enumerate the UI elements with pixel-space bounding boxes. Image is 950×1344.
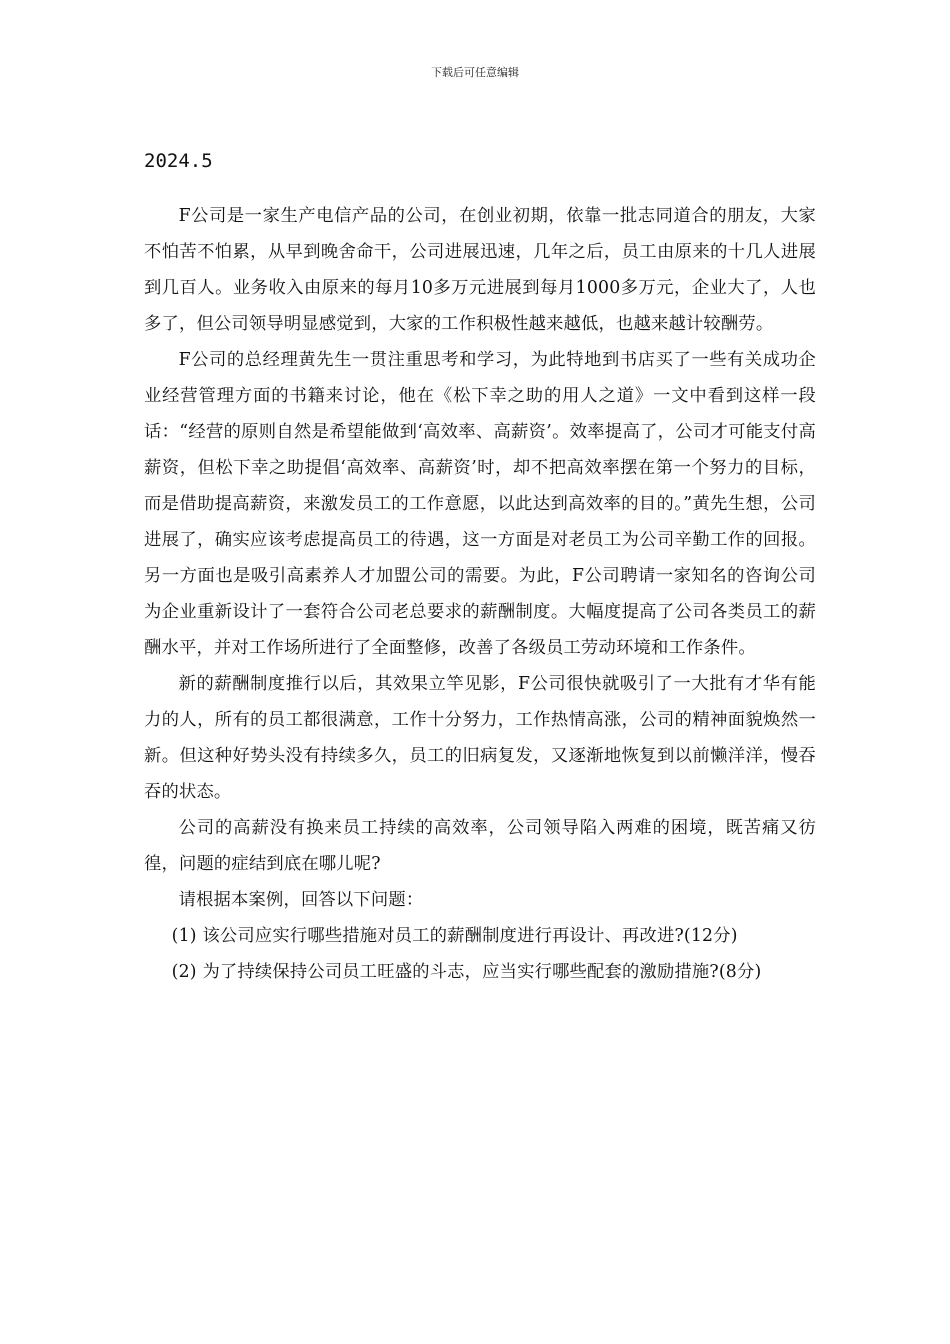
paragraph-instructions: 请根据本案例，回答以下问题： xyxy=(178,890,424,910)
paragraph-manager-reading: F公司的总经理黄先生一贯注重思考和学习，为此特地到书店买了一些有关成功企业经营管理方面的书籍来讨论，他在《松下幸之助的用人之道》一文中看到这样一段话：“经营的原则自然是希望能做到‘高效率、高薪资’。效率提高了，公司才可能支付高薪资，但松下幸之助提倡‘高效率、高薪资’时，却不把高效率摆在第一个努力的目标，而是借助提高薪资，来激发员工的工作意愿，以此达到高效率的目的。”黄先生想，公司进展了，确实应该考虑提高员工的待遇，这一方面是对老员工为公司辛勤工作的回报。另一方面也是吸引高素养人才加盟公司的需要。为此，F公司聘请一家知名的咨询公司为企业重新设计了一套符合公司老总要求的薪酬制度。大幅度提高了公司各类员工的薪酬水平，并对工作场所进行了全面整修，改善了各级员工劳动环境和工作条件。 xyxy=(144,350,816,658)
page-header-note: 下载后可任意编辑 xyxy=(431,66,519,79)
question-1: (1) 该公司应实行哪些措施对员工的薪酬制度进行再设计、再改进?(12分) xyxy=(171,926,738,946)
question-2: (2) 为了持续保持公司员工旺盛的斗志，应当实行哪些配套的激励措施?(8分) xyxy=(171,962,762,982)
document-body xyxy=(144,198,816,990)
document-date: 2024.5 xyxy=(144,150,213,172)
paragraph-new-salary-effect: 新的薪酬制度推行以后，其效果立竿见影，F公司很快就吸引了一大批有才华有能力的人，所有的员工都很满意，工作十分努力，工作热情高涨，公司的精神面貌焕然一新。但这种好势头没有持续多久，员工的旧病复发，又逐渐地恢复到以前懒洋洋，慢吞吞的状态。 xyxy=(144,674,816,802)
paragraph-company-background: F公司是一家生产电信产品的公司，在创业初期，依靠一批志同道合的朋友，大家不怕苦不怕累，从早到晚舍命干，公司进展迅速，几年之后，员工由原来的十几人进展到几百人。业务收入由原来的每月10多万元进展到每月1000多万元，企业大了，人也多了，但公司领导明显感觉到，大家的工作积极性越来越低，也越来越计较酬劳。 xyxy=(144,206,816,334)
paragraph-dilemma: 公司的高薪没有换来员工持续的高效率，公司领导陷入两难的困境，既苦痛又彷徨，问题的症结到底在哪儿呢? xyxy=(144,818,816,874)
